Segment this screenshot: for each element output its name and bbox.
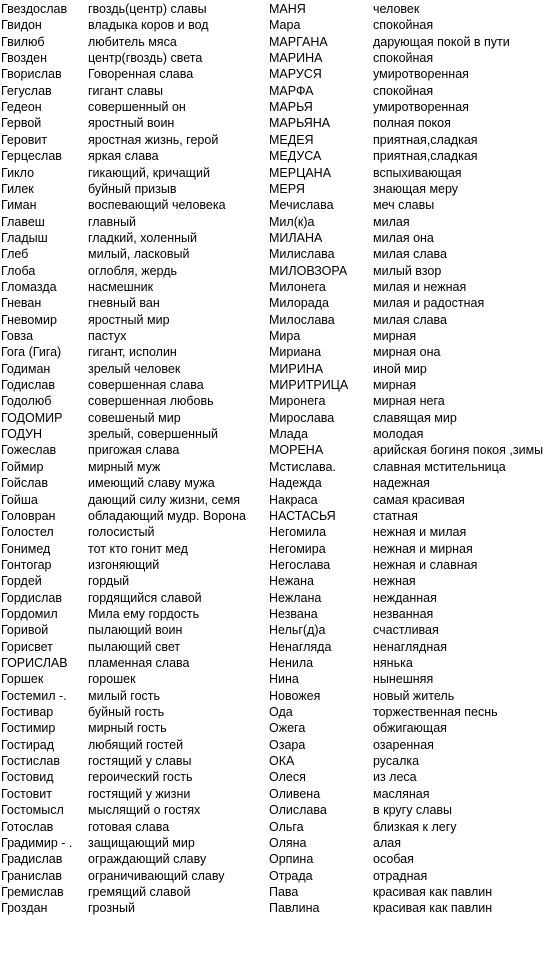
table-row xyxy=(0,606,552,622)
male-name-meaning: гостящий у жизни xyxy=(88,786,191,801)
table-row xyxy=(0,573,552,589)
male-name-meaning: главный xyxy=(88,214,137,229)
male-name: Говза xyxy=(1,329,34,343)
male-name: Гордей xyxy=(1,574,42,589)
female-name-meaning: ненаглядная xyxy=(373,639,447,654)
female-name-meaning: приятная,сладкая xyxy=(373,132,478,147)
female-name: Ожега xyxy=(269,721,306,736)
female-name-meaning: из леса xyxy=(373,770,417,785)
male-name-meaning: горошек xyxy=(88,672,136,687)
table-row xyxy=(0,704,552,720)
female-name: Пава xyxy=(269,884,299,899)
table-row xyxy=(0,671,552,687)
table-row xyxy=(0,802,552,818)
table-row xyxy=(0,181,552,197)
table-row xyxy=(0,115,552,131)
table-row xyxy=(0,344,552,360)
male-name: Горисвет xyxy=(1,639,53,654)
female-name-meaning: нежная xyxy=(373,574,416,589)
male-name-meaning: центр(гвоздь) света xyxy=(88,51,203,66)
male-name-meaning: совешеный мир xyxy=(88,410,181,425)
table-row xyxy=(0,295,552,311)
table-row xyxy=(0,410,552,426)
table-row xyxy=(0,132,552,148)
female-name: МАРУСЯ xyxy=(269,67,322,82)
male-name: Гвидон xyxy=(1,18,42,33)
female-name: Новожея xyxy=(269,688,321,703)
male-name: Гремислав xyxy=(1,884,64,899)
female-name: Нежана xyxy=(269,574,315,589)
female-name-meaning: иной мир xyxy=(373,361,427,376)
female-name-meaning: мирная нега xyxy=(373,394,445,409)
table-row xyxy=(0,492,552,508)
male-name-meaning: пылающий воин xyxy=(88,623,183,638)
female-name: Орпина xyxy=(269,852,314,867)
female-name: Оливена xyxy=(269,786,321,801)
female-name: Озара xyxy=(269,737,306,752)
female-name: МИЛАНА xyxy=(269,230,323,245)
male-name: Гостирад xyxy=(1,737,55,752)
table-row xyxy=(0,688,552,704)
female-name: Негомила xyxy=(269,525,327,540)
female-name-meaning: милая слава xyxy=(373,312,448,327)
table-row xyxy=(0,361,552,377)
table-row xyxy=(0,165,552,181)
male-name: ГОДОМИР xyxy=(1,410,63,425)
female-name: Мстислава. xyxy=(269,459,336,474)
male-name-meaning: любитель мяса xyxy=(88,34,177,49)
female-name-meaning: статная xyxy=(373,508,418,523)
female-name-meaning: полная покоя xyxy=(373,116,451,131)
male-name: Градимир - . xyxy=(1,835,73,850)
table-row xyxy=(0,557,552,573)
female-name: МИРИНА xyxy=(269,361,324,376)
male-name: ГОДУН xyxy=(1,427,43,442)
table-row xyxy=(0,197,552,213)
table-row xyxy=(0,279,552,295)
female-name: Олеся xyxy=(269,770,306,785)
female-name: Милислава xyxy=(269,247,335,262)
male-name-meaning: пламенная слава xyxy=(88,656,190,670)
female-name-meaning: отрадная xyxy=(373,868,428,883)
female-name-meaning: мирная xyxy=(373,329,417,343)
female-name: МОРЕНА xyxy=(269,443,324,458)
male-name-meaning: гостящий у славы xyxy=(88,754,192,769)
male-name: Гойша xyxy=(1,492,38,507)
male-name: Гостовид xyxy=(1,770,54,785)
table-row xyxy=(0,312,552,328)
female-name-meaning: спокойная xyxy=(373,18,434,33)
table-row xyxy=(0,83,552,99)
female-name-meaning: славящая мир xyxy=(373,410,457,425)
female-name: Надежда xyxy=(269,476,322,491)
male-name-meaning: зрелый человек xyxy=(88,361,181,376)
female-name: МАРГАНА xyxy=(269,34,328,49)
female-name-meaning: милая и нежная xyxy=(373,279,467,294)
female-name-meaning: масляная xyxy=(373,786,430,801)
table-row xyxy=(0,66,552,82)
male-name-meaning: мыслящий о гостях xyxy=(88,803,201,818)
male-name-meaning: яростный воин xyxy=(88,116,175,131)
table-row xyxy=(0,508,552,524)
female-name: МАРИНА xyxy=(269,51,323,66)
male-name: Главеш xyxy=(1,214,45,229)
male-name-meaning: совершенная любовь xyxy=(88,394,214,409)
table-row xyxy=(0,835,552,851)
male-name: Гневомир xyxy=(1,312,57,327)
male-name-meaning: насмешник xyxy=(88,279,154,294)
female-name: Незвана xyxy=(269,606,318,621)
table-row xyxy=(0,442,552,458)
male-name-meaning: гордящийся славой xyxy=(88,590,202,605)
table-row xyxy=(0,868,552,884)
male-name: Гладыш xyxy=(1,230,48,245)
female-name: Отрада xyxy=(269,868,313,883)
table-row xyxy=(0,393,552,409)
female-name-meaning: особая xyxy=(373,852,414,867)
female-name: Мирослава xyxy=(269,410,335,425)
female-name: МЕРЦАНА xyxy=(269,165,332,180)
table-row xyxy=(0,851,552,867)
female-name-meaning: мирная она xyxy=(373,345,441,360)
male-name: Гневан xyxy=(1,296,42,311)
male-name-meaning: гвоздь(центр) славы xyxy=(88,2,207,16)
male-name-meaning: готовая слава xyxy=(88,819,170,834)
female-name-meaning: мирная xyxy=(373,378,417,393)
table-row xyxy=(0,377,552,393)
female-name-meaning: обжигающая xyxy=(373,721,447,736)
table-row xyxy=(0,148,552,164)
male-name: Гвилюб xyxy=(1,34,45,49)
female-name-meaning: меч славы xyxy=(373,198,435,213)
female-name: МАРФА xyxy=(269,83,314,98)
female-name-meaning: умиротворенная xyxy=(373,67,469,82)
female-name-meaning: спокойная xyxy=(373,83,434,98)
female-name-meaning: красивая как павлин xyxy=(373,884,493,899)
female-name: МЕДЕЯ xyxy=(269,132,314,147)
female-name-meaning: молодая xyxy=(373,427,424,442)
table-row xyxy=(0,720,552,736)
female-name-meaning: нежданная xyxy=(373,590,437,605)
female-name: Млада xyxy=(269,427,308,442)
table-row xyxy=(0,263,552,279)
male-name-meaning: гигант славы xyxy=(88,83,163,98)
male-name: Гостимир xyxy=(1,721,56,736)
male-name: Годолюб xyxy=(1,394,52,409)
male-name-meaning: совершенная слава xyxy=(88,378,204,393)
table-row xyxy=(0,541,552,557)
male-name: Гостислав xyxy=(1,754,60,769)
male-name-meaning: ограждающий славу xyxy=(88,852,207,867)
female-name-meaning: дарующая покой в пути xyxy=(373,34,510,49)
female-name-meaning: незванная xyxy=(373,606,434,621)
female-name-meaning: самая красивая xyxy=(373,492,465,507)
male-name: Геровит xyxy=(1,132,48,147)
male-name-meaning: пылающий свет xyxy=(88,639,181,654)
male-name-meaning: зрелый, совершенный xyxy=(88,427,218,442)
male-name-meaning: пригожая слава xyxy=(88,443,180,458)
male-name-meaning: воспевающий человека xyxy=(88,198,226,213)
male-name: Горшек xyxy=(1,672,44,687)
female-name-meaning: милая она xyxy=(373,230,434,245)
male-name-meaning: милый, ласковый xyxy=(88,247,190,262)
male-name-meaning: имеющий славу мужа xyxy=(88,476,215,491)
female-name: МАНЯ xyxy=(269,2,306,16)
male-name-meaning: буйный гость xyxy=(88,705,165,720)
male-name-meaning: гладкий, холенный xyxy=(88,230,198,245)
male-name: Гога (Гига) xyxy=(1,345,62,360)
female-name-meaning: красивая как павлин xyxy=(373,901,493,916)
female-name: НАСТАСЬЯ xyxy=(269,508,336,523)
female-name: Ольга xyxy=(269,819,304,834)
male-name-meaning: любящий гостей xyxy=(88,737,184,752)
female-name: Мира xyxy=(269,329,301,343)
female-name: МИРИТРИЦА xyxy=(269,378,349,393)
female-name: МЕДУСА xyxy=(269,149,322,164)
male-name: Годислав xyxy=(1,378,56,393)
female-name-meaning: надежная xyxy=(373,476,430,491)
table-row xyxy=(0,622,552,638)
female-name: Мириана xyxy=(269,345,322,360)
male-name-meaning: гремящий славой xyxy=(88,884,191,899)
male-name: Головран xyxy=(1,508,56,523)
female-name-meaning: нынешняя xyxy=(373,672,434,687)
table-row xyxy=(0,246,552,262)
table-row xyxy=(0,753,552,769)
table-row xyxy=(0,328,552,344)
female-name-meaning: нежная и мирная xyxy=(373,541,473,556)
female-name: ОКА xyxy=(269,754,295,769)
male-name-meaning: героический гость xyxy=(88,770,193,785)
female-name-meaning: нянька xyxy=(373,656,413,670)
female-name: Нина xyxy=(269,672,299,687)
female-name-meaning: умиротворенная xyxy=(373,100,469,115)
male-name: Гойслав xyxy=(1,476,49,491)
male-name: Глоба xyxy=(1,263,36,278)
male-name-meaning: ограничивающий славу xyxy=(88,868,225,883)
female-name-meaning: спокойная xyxy=(373,51,434,66)
female-name: МИЛОВЗОРА xyxy=(269,263,348,278)
female-name: Оляна xyxy=(269,835,307,850)
female-name: МЕРЯ xyxy=(269,181,305,196)
female-name: Негомира xyxy=(269,541,326,556)
table-row xyxy=(0,426,552,442)
male-name-meaning: изгоняющий xyxy=(88,557,160,572)
male-name: Гвозден xyxy=(1,51,47,66)
male-name: Герцеслав xyxy=(1,149,62,164)
male-name-meaning: буйный призыв xyxy=(88,181,177,196)
male-name-meaning: дающий силу жизни, семя xyxy=(88,492,241,507)
female-name-meaning: новый житель xyxy=(373,688,455,703)
male-name-meaning: оглобля, жердь xyxy=(88,263,178,278)
female-name: Милослава xyxy=(269,312,335,327)
male-name-meaning: голосистый xyxy=(88,525,155,540)
male-name: Градислав xyxy=(1,852,63,867)
male-name: Гервой xyxy=(1,116,42,131)
male-name-meaning: милый гость xyxy=(88,688,161,703)
male-name: Гегуслав xyxy=(1,83,52,98)
male-name: Гроздан xyxy=(1,901,48,916)
female-name: Мил(к)а xyxy=(269,214,315,229)
male-name: Гилек xyxy=(1,181,34,196)
female-name: Олислава xyxy=(269,803,327,818)
female-name: МАРЬЯ xyxy=(269,100,313,115)
female-name: Нежлана xyxy=(269,590,322,605)
male-name-meaning: мирный муж xyxy=(88,459,161,474)
female-name-meaning: арийская богиня покоя ,зимы xyxy=(373,443,544,458)
female-name-meaning: озаренная xyxy=(373,737,434,752)
table-row xyxy=(0,769,552,785)
female-name: Нельг(д)а xyxy=(269,623,326,638)
table-row xyxy=(0,17,552,33)
female-name: Миронега xyxy=(269,394,326,409)
table-row xyxy=(0,99,552,115)
table-row xyxy=(0,655,552,671)
female-name: Милорада xyxy=(269,296,329,311)
female-name-meaning: приятная,сладкая xyxy=(373,149,478,164)
male-name-meaning: яростный мир xyxy=(88,312,170,327)
female-name-meaning: торжественная песнь xyxy=(373,705,498,720)
male-name: Гонтогар xyxy=(1,557,52,572)
female-name-meaning: вспыхивающая xyxy=(373,165,462,180)
male-name: Гостовит xyxy=(1,786,53,801)
male-name: Годиман xyxy=(1,361,51,376)
female-name: Милонега xyxy=(269,279,326,294)
male-name-meaning: гордый xyxy=(88,574,130,589)
table-row xyxy=(0,900,552,916)
table-row xyxy=(0,524,552,540)
female-name: Мара xyxy=(269,18,301,33)
male-name-meaning: Мила ему гордость xyxy=(88,606,200,621)
female-name-meaning: славная мстительница xyxy=(373,459,506,474)
female-name-meaning: нежная и славная xyxy=(373,557,478,572)
table-row xyxy=(0,639,552,655)
female-name-meaning: счастливая xyxy=(373,623,439,638)
female-name-meaning: близкая к легу xyxy=(373,819,457,834)
male-name-meaning: мирный гость xyxy=(88,721,167,736)
table-row xyxy=(0,475,552,491)
table-row xyxy=(0,786,552,802)
male-name-meaning: пастух xyxy=(88,329,127,343)
male-name-meaning: защищающий мир xyxy=(88,835,195,850)
male-name: Гожеслав xyxy=(1,443,57,458)
female-name-meaning: человек xyxy=(373,2,420,16)
female-name-meaning: русалка xyxy=(373,754,420,769)
table-row xyxy=(0,34,552,50)
female-name-meaning: алая xyxy=(373,835,401,850)
male-name-meaning: грозный xyxy=(88,901,135,916)
table-row xyxy=(0,737,552,753)
female-name-meaning: милая xyxy=(373,214,410,229)
male-name: Гостомысл xyxy=(1,803,64,818)
female-name: Павлина xyxy=(269,901,320,916)
male-name-meaning: гигант, исполин xyxy=(88,345,177,360)
table-row xyxy=(0,230,552,246)
female-name-meaning: в кругу славы xyxy=(373,803,453,818)
male-name: Гранислав xyxy=(1,868,62,883)
male-name-meaning: владыка коров и вод xyxy=(88,18,209,33)
table-row xyxy=(0,214,552,230)
male-name-meaning: Говоренная слава xyxy=(88,67,194,82)
female-name-meaning: нежная и милая xyxy=(373,525,467,540)
male-name-meaning: обладающий мудр. Ворона xyxy=(88,508,246,523)
male-name: Гонимед xyxy=(1,541,51,556)
female-name: Ненагляда xyxy=(269,639,332,654)
male-name: Горивой xyxy=(1,623,49,638)
female-name: МАРЬЯНА xyxy=(269,116,331,131)
table-row xyxy=(0,590,552,606)
male-name: Гордомил xyxy=(1,606,58,621)
table-row xyxy=(0,1,552,17)
male-name: Гордислав xyxy=(1,590,62,605)
male-name: Гворислав xyxy=(1,67,62,82)
male-name: Голостел xyxy=(1,525,54,540)
female-name: Ода xyxy=(269,705,293,720)
male-name: ГОРИСЛАВ xyxy=(1,656,68,670)
male-name-meaning: яркая слава xyxy=(88,149,159,164)
male-name-meaning: гикающий, кричащий xyxy=(88,165,210,180)
male-name-meaning: гневный ван xyxy=(88,296,160,311)
male-name: Гвездослав xyxy=(1,2,68,16)
male-name: Гиман xyxy=(1,198,37,213)
female-name: Накраса xyxy=(269,492,318,507)
male-name: Гедеон xyxy=(1,100,42,115)
male-name: Гикло xyxy=(1,165,35,180)
female-name-meaning: милый взор xyxy=(373,263,442,278)
male-name: Гломазда xyxy=(1,279,57,294)
male-name-meaning: совершенный он xyxy=(88,100,186,115)
male-name: Гостивар xyxy=(1,705,54,720)
male-name: Гоймир xyxy=(1,459,44,474)
table-row xyxy=(0,50,552,66)
table-row xyxy=(0,459,552,475)
female-name-meaning: знающая меру xyxy=(373,181,459,196)
male-name: Глеб xyxy=(1,247,29,262)
female-name: Ненила xyxy=(269,656,314,670)
male-name: Готослав xyxy=(1,819,54,834)
female-name-meaning: милая и радостная xyxy=(373,296,485,311)
female-name: Мечислава xyxy=(269,198,334,213)
female-name: Негослава xyxy=(269,557,331,572)
female-name-meaning: милая слава xyxy=(373,247,448,262)
table-row xyxy=(0,819,552,835)
table-row xyxy=(0,884,552,900)
male-name: Гостемил -. xyxy=(1,688,67,703)
male-name-meaning: тот кто гонит мед xyxy=(88,541,188,556)
male-name-meaning: яростная жизнь, герой xyxy=(88,132,219,147)
